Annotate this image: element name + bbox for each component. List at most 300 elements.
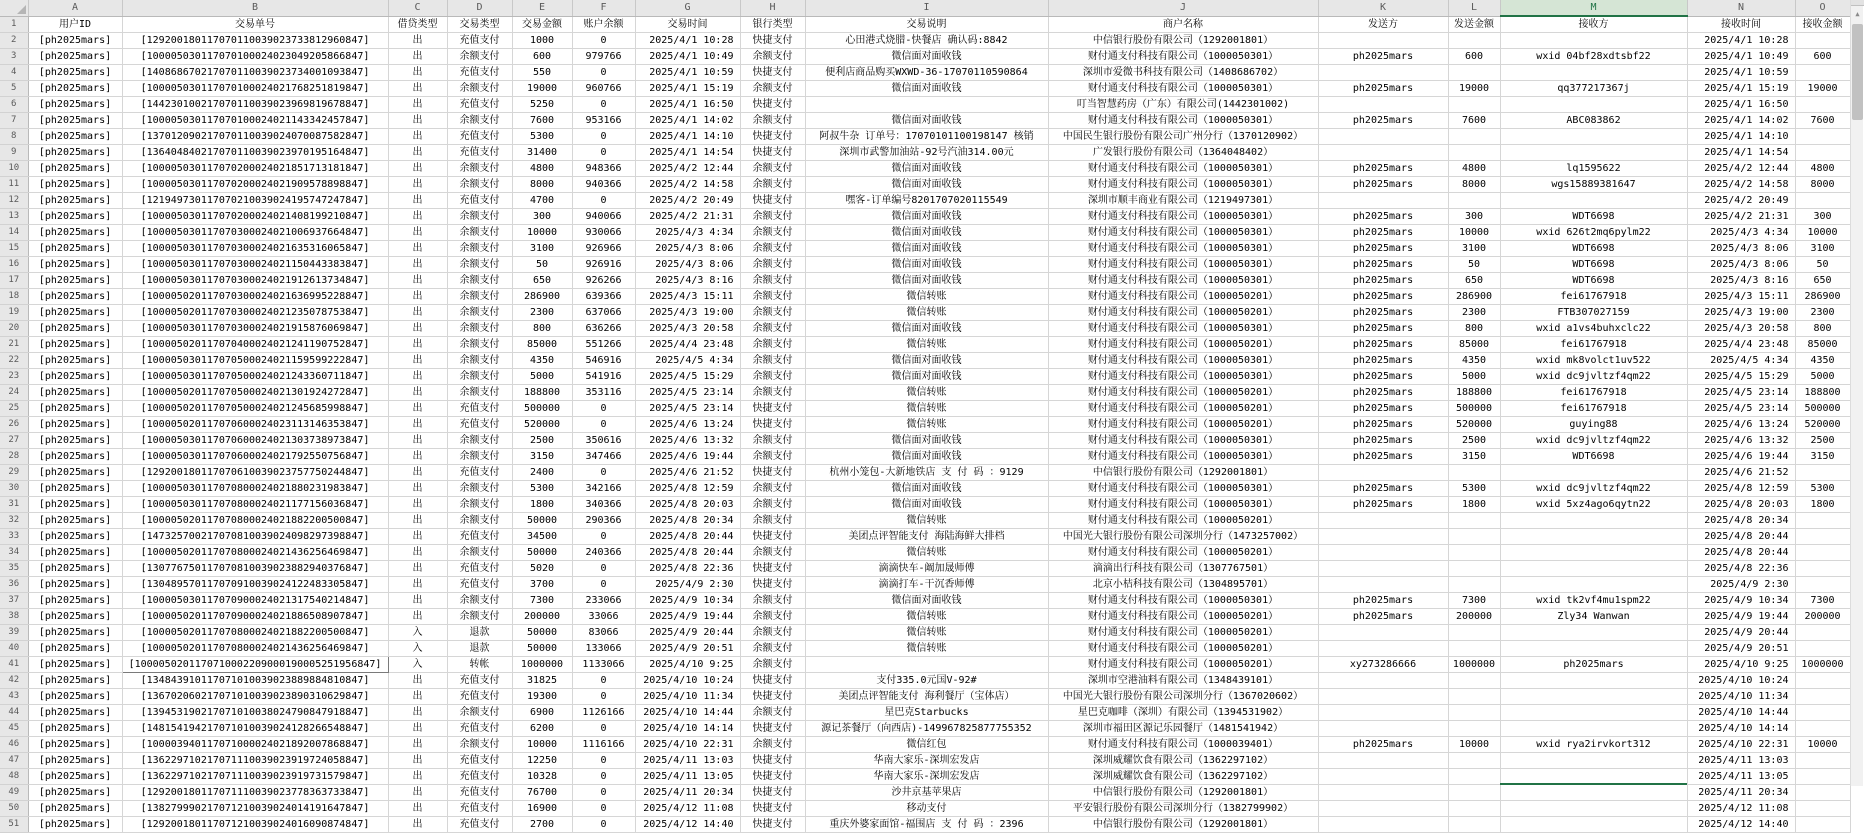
cell-B49[interactable]: [129200180117071110039023778363733847] bbox=[122, 785, 388, 801]
cell-C42[interactable]: 出 bbox=[388, 673, 447, 689]
cell-L50[interactable] bbox=[1448, 801, 1500, 817]
row-number-34[interactable]: 34 bbox=[0, 545, 28, 561]
cell-G34[interactable]: 2025/4/8 20:44 bbox=[635, 545, 740, 561]
cell-B2[interactable]: [129200180117070110039023733812960847] bbox=[122, 33, 388, 49]
cell-K47[interactable] bbox=[1318, 753, 1448, 769]
cell-M8[interactable] bbox=[1500, 129, 1687, 145]
cell-D25[interactable]: 充值支付 bbox=[447, 401, 512, 417]
cell-E28[interactable]: 3150 bbox=[512, 449, 572, 465]
field-header-N[interactable]: 接收时间 bbox=[1687, 16, 1795, 33]
cell-M40[interactable] bbox=[1500, 641, 1687, 657]
cell-M7[interactable]: ABC083862 bbox=[1500, 113, 1687, 129]
cell-C34[interactable]: 出 bbox=[388, 545, 447, 561]
row-number-46[interactable]: 46 bbox=[0, 737, 28, 753]
cell-D2[interactable]: 充值支付 bbox=[447, 33, 512, 49]
cell-H46[interactable]: 余额支付 bbox=[740, 737, 805, 753]
cell-C17[interactable]: 出 bbox=[388, 273, 447, 289]
cell-G37[interactable]: 2025/4/9 10:34 bbox=[635, 593, 740, 609]
cell-O31[interactable]: 1800 bbox=[1795, 497, 1850, 513]
cell-G27[interactable]: 2025/4/6 13:32 bbox=[635, 433, 740, 449]
cell-G12[interactable]: 2025/4/2 20:49 bbox=[635, 193, 740, 209]
cell-D23[interactable]: 余额支付 bbox=[447, 369, 512, 385]
cell-L37[interactable]: 7300 bbox=[1448, 593, 1500, 609]
cell-N27[interactable]: 2025/4/6 13:32 bbox=[1687, 433, 1795, 449]
cell-G49[interactable]: 2025/4/11 20:34 bbox=[635, 785, 740, 801]
cell-J49[interactable]: 中信银行股份有限公司（1292001801） bbox=[1048, 785, 1318, 801]
cell-G2[interactable]: 2025/4/1 10:28 bbox=[635, 33, 740, 49]
cell-N21[interactable]: 2025/4/4 23:48 bbox=[1687, 337, 1795, 353]
cell-M12[interactable] bbox=[1500, 193, 1687, 209]
cell-L34[interactable] bbox=[1448, 545, 1500, 561]
cell-K29[interactable] bbox=[1318, 465, 1448, 481]
cell-K37[interactable]: ph2025mars bbox=[1318, 593, 1448, 609]
cell-F43[interactable]: 0 bbox=[572, 689, 635, 705]
cell-L25[interactable]: 500000 bbox=[1448, 401, 1500, 417]
cell-E12[interactable]: 4700 bbox=[512, 193, 572, 209]
cell-H9[interactable]: 快捷支付 bbox=[740, 145, 805, 161]
cell-F51[interactable]: 0 bbox=[572, 817, 635, 833]
cell-L27[interactable]: 2500 bbox=[1448, 433, 1500, 449]
field-header-L[interactable]: 发送金额 bbox=[1448, 16, 1500, 33]
cell-F35[interactable]: 0 bbox=[572, 561, 635, 577]
cell-D7[interactable]: 余额支付 bbox=[447, 113, 512, 129]
cell-D49[interactable]: 充值支付 bbox=[447, 785, 512, 801]
cell-H5[interactable]: 余额支付 bbox=[740, 81, 805, 97]
cell-L20[interactable]: 800 bbox=[1448, 321, 1500, 337]
cell-A34[interactable]: [ph2025mars] bbox=[28, 545, 122, 561]
column-header-L[interactable]: L bbox=[1448, 0, 1500, 16]
cell-L45[interactable] bbox=[1448, 721, 1500, 737]
cell-A35[interactable]: [ph2025mars] bbox=[28, 561, 122, 577]
cell-I36[interactable]: 滴滴打车-干沉香师傅 bbox=[805, 577, 1048, 593]
cell-E16[interactable]: 50 bbox=[512, 257, 572, 273]
cell-D4[interactable]: 充值支付 bbox=[447, 65, 512, 81]
cell-G9[interactable]: 2025/4/1 14:54 bbox=[635, 145, 740, 161]
row-number-28[interactable]: 28 bbox=[0, 449, 28, 465]
cell-H19[interactable]: 余额支付 bbox=[740, 305, 805, 321]
cell-B38[interactable]: [100005020117070900024021886508907847] bbox=[122, 609, 388, 625]
cell-I16[interactable]: 微信面对面收钱 bbox=[805, 257, 1048, 273]
column-header-H[interactable]: H bbox=[740, 0, 805, 16]
cell-A19[interactable]: [ph2025mars] bbox=[28, 305, 122, 321]
cell-N32[interactable]: 2025/4/8 20:34 bbox=[1687, 513, 1795, 529]
cell-F32[interactable]: 290366 bbox=[572, 513, 635, 529]
cell-C40[interactable]: 入 bbox=[388, 641, 447, 657]
cell-O17[interactable]: 650 bbox=[1795, 273, 1850, 289]
cell-E7[interactable]: 7600 bbox=[512, 113, 572, 129]
cell-B19[interactable]: [100005020117070300024021235078753847] bbox=[122, 305, 388, 321]
cell-D13[interactable]: 余额支付 bbox=[447, 209, 512, 225]
cell-J18[interactable]: 财付通支付科技有限公司（1000050201） bbox=[1048, 289, 1318, 305]
cell-G11[interactable]: 2025/4/2 14:58 bbox=[635, 177, 740, 193]
cell-N33[interactable]: 2025/4/8 20:44 bbox=[1687, 529, 1795, 545]
cell-L18[interactable]: 286900 bbox=[1448, 289, 1500, 305]
cell-D15[interactable]: 余额支付 bbox=[447, 241, 512, 257]
cell-M14[interactable]: wxid 626t2mq6pylm22 bbox=[1500, 225, 1687, 241]
cell-O35[interactable] bbox=[1795, 561, 1850, 577]
cell-O22[interactable]: 4350 bbox=[1795, 353, 1850, 369]
cell-O9[interactable] bbox=[1795, 145, 1850, 161]
cell-H33[interactable]: 快捷支付 bbox=[740, 529, 805, 545]
cell-E4[interactable]: 550 bbox=[512, 65, 572, 81]
cell-N16[interactable]: 2025/4/3 8:06 bbox=[1687, 257, 1795, 273]
field-header-K[interactable]: 发送方 bbox=[1318, 16, 1448, 33]
cell-L28[interactable]: 3150 bbox=[1448, 449, 1500, 465]
cell-C10[interactable]: 出 bbox=[388, 161, 447, 177]
cell-D11[interactable]: 余额支付 bbox=[447, 177, 512, 193]
cell-O12[interactable] bbox=[1795, 193, 1850, 209]
cell-O28[interactable]: 3150 bbox=[1795, 449, 1850, 465]
cell-C19[interactable]: 出 bbox=[388, 305, 447, 321]
cell-I44[interactable]: 星巴克Starbucks bbox=[805, 705, 1048, 721]
cell-C44[interactable]: 出 bbox=[388, 705, 447, 721]
cell-K10[interactable]: ph2025mars bbox=[1318, 161, 1448, 177]
cell-M10[interactable]: lq1595622 bbox=[1500, 161, 1687, 177]
cell-C29[interactable]: 出 bbox=[388, 465, 447, 481]
field-header-B[interactable]: 交易单号 bbox=[122, 16, 388, 33]
cell-C45[interactable]: 出 bbox=[388, 721, 447, 737]
cell-G14[interactable]: 2025/4/3 4:34 bbox=[635, 225, 740, 241]
cell-O38[interactable]: 200000 bbox=[1795, 609, 1850, 625]
cell-B31[interactable]: [100005030117070800024021177156036847] bbox=[122, 497, 388, 513]
cell-M24[interactable]: fei61767918 bbox=[1500, 385, 1687, 401]
cell-C2[interactable]: 出 bbox=[388, 33, 447, 49]
cell-B45[interactable]: [148154194217071010039024128266548847] bbox=[122, 721, 388, 737]
cell-H25[interactable]: 快捷支付 bbox=[740, 401, 805, 417]
cell-G30[interactable]: 2025/4/8 12:59 bbox=[635, 481, 740, 497]
row-number-38[interactable]: 38 bbox=[0, 609, 28, 625]
cell-H10[interactable]: 余额支付 bbox=[740, 161, 805, 177]
cell-C6[interactable]: 出 bbox=[388, 97, 447, 113]
cell-K45[interactable] bbox=[1318, 721, 1448, 737]
cell-J45[interactable]: 深圳市福田区源记乐园餐厅（1481541942） bbox=[1048, 721, 1318, 737]
cell-E25[interactable]: 500000 bbox=[512, 401, 572, 417]
cell-G10[interactable]: 2025/4/2 12:44 bbox=[635, 161, 740, 177]
row-number-21[interactable]: 21 bbox=[0, 337, 28, 353]
cell-J37[interactable]: 财付通支付科技有限公司（1000050301） bbox=[1048, 593, 1318, 609]
cell-E31[interactable]: 1800 bbox=[512, 497, 572, 513]
cell-G29[interactable]: 2025/4/6 21:52 bbox=[635, 465, 740, 481]
cell-A50[interactable]: [ph2025mars] bbox=[28, 801, 122, 817]
cell-D16[interactable]: 余额支付 bbox=[447, 257, 512, 273]
row-number-1[interactable]: 1 bbox=[0, 16, 28, 33]
row-number-35[interactable]: 35 bbox=[0, 561, 28, 577]
cell-O14[interactable]: 10000 bbox=[1795, 225, 1850, 241]
cell-J30[interactable]: 财付通支付科技有限公司（1000050301） bbox=[1048, 481, 1318, 497]
row-number-51[interactable]: 51 bbox=[0, 817, 28, 833]
cell-M13[interactable]: WDT6698 bbox=[1500, 209, 1687, 225]
row-number-13[interactable]: 13 bbox=[0, 209, 28, 225]
row-number-48[interactable]: 48 bbox=[0, 769, 28, 785]
cell-O27[interactable]: 2500 bbox=[1795, 433, 1850, 449]
cell-M4[interactable] bbox=[1500, 65, 1687, 81]
cell-K50[interactable] bbox=[1318, 801, 1448, 817]
cell-C48[interactable]: 出 bbox=[388, 769, 447, 785]
cell-C20[interactable]: 出 bbox=[388, 321, 447, 337]
cell-D51[interactable]: 充值支付 bbox=[447, 817, 512, 833]
cell-N6[interactable]: 2025/4/1 16:50 bbox=[1687, 97, 1795, 113]
cell-N4[interactable]: 2025/4/1 10:59 bbox=[1687, 65, 1795, 81]
cell-A36[interactable]: [ph2025mars] bbox=[28, 577, 122, 593]
cell-E30[interactable]: 5300 bbox=[512, 481, 572, 497]
cell-M31[interactable]: wxid 5xz4ago6qytn22 bbox=[1500, 497, 1687, 513]
cell-J34[interactable]: 财付通支付科技有限公司（1000050201） bbox=[1048, 545, 1318, 561]
cell-M34[interactable] bbox=[1500, 545, 1687, 561]
cell-K41[interactable]: xy273286666 bbox=[1318, 657, 1448, 673]
cell-E14[interactable]: 10000 bbox=[512, 225, 572, 241]
cell-A24[interactable]: [ph2025mars] bbox=[28, 385, 122, 401]
cell-M46[interactable]: wxid rya2irvkort312 bbox=[1500, 737, 1687, 753]
cell-N3[interactable]: 2025/4/1 10:49 bbox=[1687, 49, 1795, 65]
cell-J44[interactable]: 星巴克咖啡（深圳）有限公司（1394531902） bbox=[1048, 705, 1318, 721]
cell-J33[interactable]: 中国光大银行股份有限公司深圳分行（1473257002） bbox=[1048, 529, 1318, 545]
cell-H48[interactable]: 快捷支付 bbox=[740, 769, 805, 785]
cell-D33[interactable]: 充值支付 bbox=[447, 529, 512, 545]
cell-N46[interactable]: 2025/4/10 22:31 bbox=[1687, 737, 1795, 753]
row-number-7[interactable]: 7 bbox=[0, 113, 28, 129]
row-number-10[interactable]: 10 bbox=[0, 161, 28, 177]
cell-G13[interactable]: 2025/4/2 21:31 bbox=[635, 209, 740, 225]
cell-A44[interactable]: [ph2025mars] bbox=[28, 705, 122, 721]
cell-H40[interactable]: 余额支付 bbox=[740, 641, 805, 657]
cell-H51[interactable]: 快捷支付 bbox=[740, 817, 805, 833]
cell-N30[interactable]: 2025/4/8 12:59 bbox=[1687, 481, 1795, 497]
cell-A11[interactable]: [ph2025mars] bbox=[28, 177, 122, 193]
cell-J13[interactable]: 财付通支付科技有限公司（1000050301） bbox=[1048, 209, 1318, 225]
cell-F36[interactable]: 0 bbox=[572, 577, 635, 593]
cell-F11[interactable]: 940366 bbox=[572, 177, 635, 193]
cell-O24[interactable]: 188800 bbox=[1795, 385, 1850, 401]
cell-L16[interactable]: 50 bbox=[1448, 257, 1500, 273]
cell-M19[interactable]: FTB307027159 bbox=[1500, 305, 1687, 321]
cell-K31[interactable]: ph2025mars bbox=[1318, 497, 1448, 513]
cell-N19[interactable]: 2025/4/3 19:00 bbox=[1687, 305, 1795, 321]
cell-E21[interactable]: 85000 bbox=[512, 337, 572, 353]
cell-N35[interactable]: 2025/4/8 22:36 bbox=[1687, 561, 1795, 577]
cell-B51[interactable]: [129200180117071210039024016090874847] bbox=[122, 817, 388, 833]
cell-F39[interactable]: 83066 bbox=[572, 625, 635, 641]
cell-L24[interactable]: 188800 bbox=[1448, 385, 1500, 401]
cell-G36[interactable]: 2025/4/9 2:30 bbox=[635, 577, 740, 593]
cell-C16[interactable]: 出 bbox=[388, 257, 447, 273]
cell-F23[interactable]: 541916 bbox=[572, 369, 635, 385]
cell-A23[interactable]: [ph2025mars] bbox=[28, 369, 122, 385]
cell-K18[interactable]: ph2025mars bbox=[1318, 289, 1448, 305]
cell-E29[interactable]: 2400 bbox=[512, 465, 572, 481]
cell-F34[interactable]: 240366 bbox=[572, 545, 635, 561]
cell-B50[interactable]: [138279990217071210039024014191647847] bbox=[122, 801, 388, 817]
cell-E15[interactable]: 3100 bbox=[512, 241, 572, 257]
cell-G32[interactable]: 2025/4/8 20:34 bbox=[635, 513, 740, 529]
cell-O51[interactable] bbox=[1795, 817, 1850, 833]
cell-N36[interactable]: 2025/4/9 2:30 bbox=[1687, 577, 1795, 593]
cell-G33[interactable]: 2025/4/8 20:44 bbox=[635, 529, 740, 545]
cell-E48[interactable]: 10328 bbox=[512, 769, 572, 785]
cell-A49[interactable]: [ph2025mars] bbox=[28, 785, 122, 801]
cell-O50[interactable] bbox=[1795, 801, 1850, 817]
cell-H16[interactable]: 余额支付 bbox=[740, 257, 805, 273]
cell-O19[interactable]: 2300 bbox=[1795, 305, 1850, 321]
cell-O47[interactable] bbox=[1795, 753, 1850, 769]
cell-N42[interactable]: 2025/4/10 10:24 bbox=[1687, 673, 1795, 689]
cell-A42[interactable]: [ph2025mars] bbox=[28, 673, 122, 689]
cell-B12[interactable]: [121949730117070210039024195747247847] bbox=[122, 193, 388, 209]
cell-O20[interactable]: 800 bbox=[1795, 321, 1850, 337]
cell-E11[interactable]: 8000 bbox=[512, 177, 572, 193]
cell-F49[interactable]: 0 bbox=[572, 785, 635, 801]
cell-K17[interactable]: ph2025mars bbox=[1318, 273, 1448, 289]
cell-L12[interactable] bbox=[1448, 193, 1500, 209]
row-number-15[interactable]: 15 bbox=[0, 241, 28, 257]
cell-J9[interactable]: 广发银行股份有限公司（1364048402） bbox=[1048, 145, 1318, 161]
column-header-E[interactable]: E bbox=[512, 0, 572, 16]
column-header-K[interactable]: K bbox=[1318, 0, 1448, 16]
cell-N43[interactable]: 2025/4/10 11:34 bbox=[1687, 689, 1795, 705]
cell-H2[interactable]: 快捷支付 bbox=[740, 33, 805, 49]
cell-A26[interactable]: [ph2025mars] bbox=[28, 417, 122, 433]
cell-C14[interactable]: 出 bbox=[388, 225, 447, 241]
cell-K11[interactable]: ph2025mars bbox=[1318, 177, 1448, 193]
cell-E43[interactable]: 19300 bbox=[512, 689, 572, 705]
cell-I21[interactable]: 微信转账 bbox=[805, 337, 1048, 353]
cell-I18[interactable]: 微信转账 bbox=[805, 289, 1048, 305]
row-number-5[interactable]: 5 bbox=[0, 81, 28, 97]
cell-C47[interactable]: 出 bbox=[388, 753, 447, 769]
cell-A28[interactable]: [ph2025mars] bbox=[28, 449, 122, 465]
field-header-F[interactable]: 账户余额 bbox=[572, 16, 635, 33]
cell-M28[interactable]: WDT6698 bbox=[1500, 449, 1687, 465]
cell-J36[interactable]: 北京小桔科技有限公司（1304895701） bbox=[1048, 577, 1318, 593]
cell-I4[interactable]: 便利店商品购买WXWD-36-17070110590864 bbox=[805, 65, 1048, 81]
cell-A18[interactable]: [ph2025mars] bbox=[28, 289, 122, 305]
cell-G5[interactable]: 2025/4/1 15:19 bbox=[635, 81, 740, 97]
cell-M42[interactable] bbox=[1500, 673, 1687, 689]
cell-E5[interactable]: 19000 bbox=[512, 81, 572, 97]
row-number-12[interactable]: 12 bbox=[0, 193, 28, 209]
cell-D17[interactable]: 余额支付 bbox=[447, 273, 512, 289]
cell-D28[interactable]: 余额支付 bbox=[447, 449, 512, 465]
cell-E44[interactable]: 6900 bbox=[512, 705, 572, 721]
row-number-2[interactable]: 2 bbox=[0, 33, 28, 49]
row-number-11[interactable]: 11 bbox=[0, 177, 28, 193]
cell-C33[interactable]: 出 bbox=[388, 529, 447, 545]
cell-N5[interactable]: 2025/4/1 15:19 bbox=[1687, 81, 1795, 97]
cell-N34[interactable]: 2025/4/8 20:44 bbox=[1687, 545, 1795, 561]
cell-C13[interactable]: 出 bbox=[388, 209, 447, 225]
cell-O18[interactable]: 286900 bbox=[1795, 289, 1850, 305]
cell-E41[interactable]: 1000000 bbox=[512, 657, 572, 673]
cell-F24[interactable]: 353116 bbox=[572, 385, 635, 401]
cell-G26[interactable]: 2025/4/6 13:24 bbox=[635, 417, 740, 433]
cell-G45[interactable]: 2025/4/10 14:14 bbox=[635, 721, 740, 737]
cell-J50[interactable]: 平安银行股份有限公司深圳分行（1382799902） bbox=[1048, 801, 1318, 817]
cell-A17[interactable]: [ph2025mars] bbox=[28, 273, 122, 289]
cell-D39[interactable]: 退款 bbox=[447, 625, 512, 641]
cell-B10[interactable]: [100005030117070200024021851713181847] bbox=[122, 161, 388, 177]
cell-N49[interactable]: 2025/4/11 20:34 bbox=[1687, 785, 1795, 801]
cell-H23[interactable]: 余额支付 bbox=[740, 369, 805, 385]
cell-N22[interactable]: 2025/4/5 4:34 bbox=[1687, 353, 1795, 369]
cell-N41[interactable]: 2025/4/10 9:25 bbox=[1687, 657, 1795, 673]
cell-F41[interactable]: 1133066 bbox=[572, 657, 635, 673]
cell-O6[interactable] bbox=[1795, 97, 1850, 113]
cell-H36[interactable]: 快捷支付 bbox=[740, 577, 805, 593]
cell-B27[interactable]: [100005030117070600024021303738973847] bbox=[122, 433, 388, 449]
cell-I50[interactable]: 移动支付 bbox=[805, 801, 1048, 817]
cell-E24[interactable]: 188800 bbox=[512, 385, 572, 401]
cell-O36[interactable] bbox=[1795, 577, 1850, 593]
column-header-O[interactable]: O bbox=[1795, 0, 1850, 16]
cell-M29[interactable] bbox=[1500, 465, 1687, 481]
cell-A2[interactable]: [ph2025mars] bbox=[28, 33, 122, 49]
cell-M15[interactable]: WDT6698 bbox=[1500, 241, 1687, 257]
cell-G6[interactable]: 2025/4/1 16:50 bbox=[635, 97, 740, 113]
cell-F18[interactable]: 639366 bbox=[572, 289, 635, 305]
cell-M25[interactable]: fei61767918 bbox=[1500, 401, 1687, 417]
cell-C3[interactable]: 出 bbox=[388, 49, 447, 65]
cell-K26[interactable]: ph2025mars bbox=[1318, 417, 1448, 433]
cell-D34[interactable]: 余额支付 bbox=[447, 545, 512, 561]
cell-K40[interactable] bbox=[1318, 641, 1448, 657]
cell-A13[interactable]: [ph2025mars] bbox=[28, 209, 122, 225]
cell-A47[interactable]: [ph2025mars] bbox=[28, 753, 122, 769]
row-number-33[interactable]: 33 bbox=[0, 529, 28, 545]
cell-G50[interactable]: 2025/4/12 11:08 bbox=[635, 801, 740, 817]
cell-I35[interactable]: 滴滴快车-阚加晟师傅 bbox=[805, 561, 1048, 577]
cell-O4[interactable] bbox=[1795, 65, 1850, 81]
cell-J41[interactable]: 财付通支付科技有限公司（1000050201） bbox=[1048, 657, 1318, 673]
cell-K24[interactable]: ph2025mars bbox=[1318, 385, 1448, 401]
cell-F7[interactable]: 953166 bbox=[572, 113, 635, 129]
cell-H38[interactable]: 余额支付 bbox=[740, 609, 805, 625]
cell-A25[interactable]: [ph2025mars] bbox=[28, 401, 122, 417]
cell-J26[interactable]: 财付通支付科技有限公司（1000050201） bbox=[1048, 417, 1318, 433]
cell-D27[interactable]: 余额支付 bbox=[447, 433, 512, 449]
cell-E39[interactable]: 50000 bbox=[512, 625, 572, 641]
cell-N10[interactable]: 2025/4/2 12:44 bbox=[1687, 161, 1795, 177]
column-header-J[interactable]: J bbox=[1048, 0, 1318, 16]
row-number-14[interactable]: 14 bbox=[0, 225, 28, 241]
cell-N51[interactable]: 2025/4/12 14:40 bbox=[1687, 817, 1795, 833]
cell-I31[interactable]: 微信面对面收钱 bbox=[805, 497, 1048, 513]
cell-F28[interactable]: 347466 bbox=[572, 449, 635, 465]
cell-B11[interactable]: [100005030117070200024021909578898847] bbox=[122, 177, 388, 193]
cell-M21[interactable]: fei61767918 bbox=[1500, 337, 1687, 353]
cell-C8[interactable]: 出 bbox=[388, 129, 447, 145]
cell-B48[interactable]: [136229710217071110039023919731579847] bbox=[122, 769, 388, 785]
cell-C5[interactable]: 出 bbox=[388, 81, 447, 97]
cell-I34[interactable]: 微信转账 bbox=[805, 545, 1048, 561]
cell-N14[interactable]: 2025/4/3 4:34 bbox=[1687, 225, 1795, 241]
cell-E8[interactable]: 5300 bbox=[512, 129, 572, 145]
cell-H49[interactable]: 快捷支付 bbox=[740, 785, 805, 801]
row-number-4[interactable]: 4 bbox=[0, 65, 28, 81]
cell-B30[interactable]: [100005030117070800024021880231983847] bbox=[122, 481, 388, 497]
cell-A15[interactable]: [ph2025mars] bbox=[28, 241, 122, 257]
cell-H47[interactable]: 快捷支付 bbox=[740, 753, 805, 769]
cell-B8[interactable]: [137012090217070110039024070087582847] bbox=[122, 129, 388, 145]
cell-F37[interactable]: 233066 bbox=[572, 593, 635, 609]
cell-N48[interactable]: 2025/4/11 13:05 bbox=[1687, 769, 1795, 785]
cell-E13[interactable]: 300 bbox=[512, 209, 572, 225]
column-header-M[interactable]: M bbox=[1500, 0, 1687, 16]
cell-N18[interactable]: 2025/4/3 15:11 bbox=[1687, 289, 1795, 305]
cell-C49[interactable]: 出 bbox=[388, 785, 447, 801]
cell-G22[interactable]: 2025/4/5 4:34 bbox=[635, 353, 740, 369]
cell-F21[interactable]: 551266 bbox=[572, 337, 635, 353]
cell-G38[interactable]: 2025/4/9 19:44 bbox=[635, 609, 740, 625]
cell-G21[interactable]: 2025/4/4 23:48 bbox=[635, 337, 740, 353]
